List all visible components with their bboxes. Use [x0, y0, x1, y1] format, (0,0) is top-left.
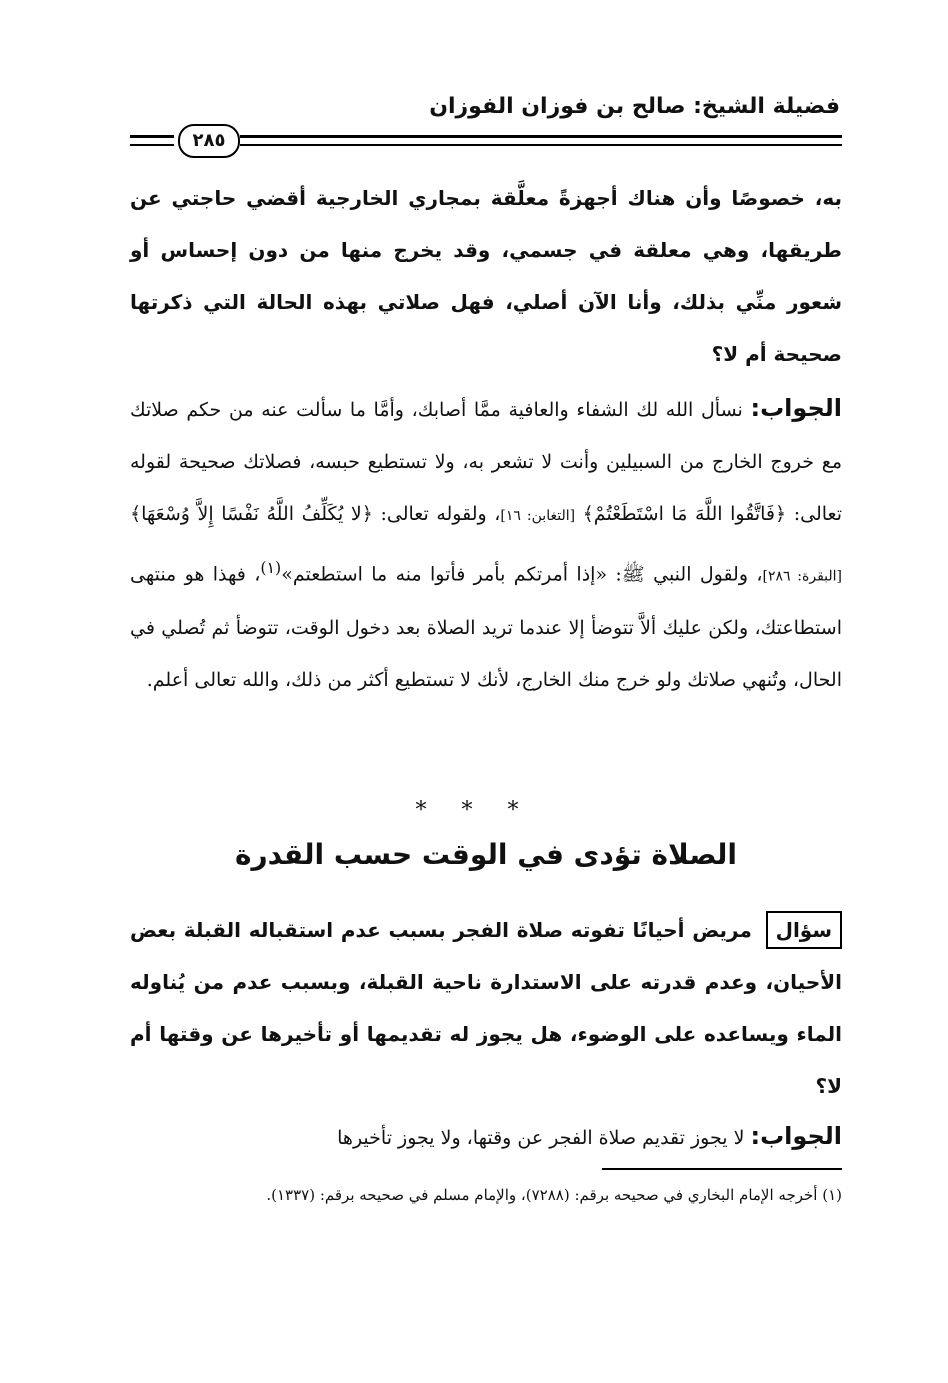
quran-reference-1: [التغابن: ١٦] [500, 508, 576, 524]
footnote: (١) أخرجه الإمام البخاري في صحيحه برقم: (٧٢٨٨)، والإمام مسلم في صحيحه برقم: (١٣٣٧). [266, 1186, 842, 1204]
section-heading: الصلاة تؤدى في الوقت حسب القدرة [234, 838, 738, 871]
question-paragraph [130, 904, 842, 1112]
footnote-marker: (١) [260, 558, 282, 577]
question-label-box: سؤال [766, 911, 842, 949]
header-rule [130, 124, 842, 158]
answer-text-part-b: ، ولقوله تعالى: ﴿لا يُكَلِّفُ اللَّهُ نَفْسًا إِلاَّ وُسْعَهَا﴾ [130, 503, 501, 525]
answer-paragraph-2 [130, 1110, 842, 1164]
answer-paragraph [130, 382, 842, 706]
answer-label: الجواب: [750, 394, 842, 422]
question-continuation: به، خصوصًا وأن هناك أجهزةً معلَّقة بمجاري الخارجية أقضي حاجتي عن طريقها، وهي معلقة في جسمي، وقد يخرج منها من دون إحساس أو شعور منِّي بذلك، وأنا الآن أصلي، فهل صلاتي بهذه الحالة التي ذكرتها صحيحة أم لا؟ [130, 186, 842, 366]
page-number: ٢٨٥ [178, 124, 240, 158]
quran-reference-2: [البقرة: ٢٨٦] [762, 568, 843, 585]
answer-label-2: الجواب: [750, 1122, 842, 1150]
answer-text-part-a: نسأل الله لك الشفاء والعافية ممَّا أصابك، وأمَّا ما سألت عنه من حكم صلاتك مع خروج الخارج من السبيلين وأنت لا تشعر به، ولا تستطيع حبسه، فصلاتك صحيحة لقوله تعالى: ﴿فَاتَّقُوا اللَّهَ مَا اسْتَطَعْتُمْ﴾ [130, 399, 842, 525]
running-header-title: فضيلة الشيخ: صالح بن فوزان الفوزان [429, 94, 840, 119]
section-separator: * * * [415, 798, 533, 823]
answer-text-part-c: ، ولقول النبي ﷺ: «إذا أمرتكم بأمر فأتوا منه ما استطعتم» [281, 563, 763, 586]
header-rule-left [130, 135, 174, 146]
answer-text-part-d: ، فهذا هو منتهى استطاعتك، ولكن عليك ألاَّ تتوضأ إلا عندما تريد الصلاة بعد دخول الوقت، تتوضأ ثم تُصلي في الحال، وتُنهي صلاتك ولو خرج منك الخارج، لأنك لا تستطيع أكثر من ذلك، والله تعالى أعلم. [130, 563, 842, 692]
answer-text-2: لا يجوز تقديم صلاة الفجر عن وقتها، ولا يجوز تأخيرها [337, 1127, 745, 1149]
footnote-divider [602, 1168, 842, 1170]
header-rule-right [240, 135, 842, 146]
question-text: مريض أحيانًا تفوته صلاة الفجر بسبب عدم استقباله القبلة بعض الأحيان، وعدم قدرته على الاستدارة ناحية القبلة، وبسبب عدم من يُناوله الماء ويساعده على الوضوء، هل يجوز له تقديمها أو تأخيرها عن وقتها أم لا؟ [130, 918, 842, 1098]
